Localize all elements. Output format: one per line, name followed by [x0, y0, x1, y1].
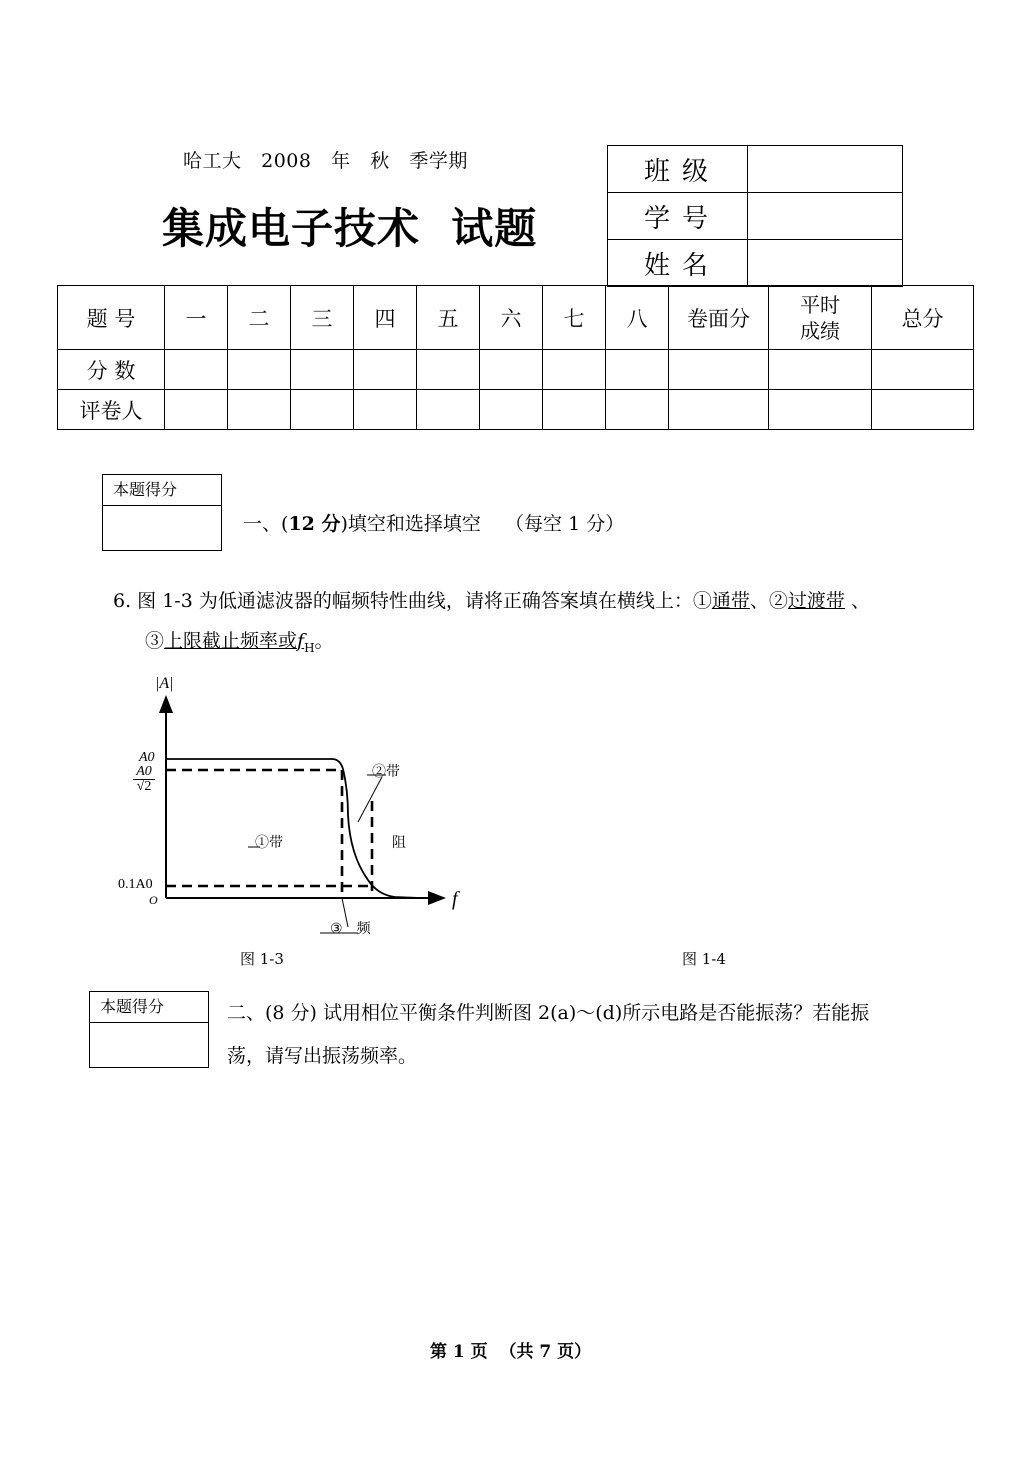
- answer-3-subscript: H: [304, 640, 315, 655]
- section1-score-label: 本题得分: [103, 475, 221, 506]
- figure-1-3-lowpass-plot: [100, 665, 500, 945]
- figure-1-3-caption: 图 1-3: [240, 950, 284, 968]
- leader-line-2: [358, 777, 382, 822]
- header-q8: 八: [606, 286, 669, 350]
- section2-score-box: [89, 991, 209, 1068]
- class-field[interactable]: [748, 146, 903, 193]
- section2-line1: 二、(8 分) 试用相位平衡条件判断图 2(a)～(d)所示电路是否能振荡？若能振: [227, 1002, 870, 1024]
- region2-label: [372, 761, 400, 781]
- name-field[interactable]: [748, 240, 903, 287]
- origin-label: O: [149, 893, 158, 907]
- header-total: 总分: [872, 286, 974, 350]
- exam-title: 集成电子技术 试题: [162, 204, 538, 253]
- score-table: [57, 285, 974, 430]
- header-q1: 一: [165, 286, 228, 350]
- header-paper-score: 卷面分: [669, 286, 769, 350]
- grader-cell[interactable]: [291, 390, 354, 430]
- answer-separator: 、: [844, 590, 870, 612]
- circled-1: ①: [255, 836, 269, 851]
- section2-line2: 荡，请写出振荡频率。: [227, 1045, 418, 1067]
- score-cell[interactable]: [543, 350, 606, 390]
- header-q4: 四: [354, 286, 417, 350]
- info-row-student-id: [608, 193, 903, 240]
- header-q7: 七: [543, 286, 606, 350]
- student-id-field[interactable]: [748, 193, 903, 240]
- question6-line2: [145, 626, 334, 655]
- grader-cell[interactable]: [769, 390, 872, 430]
- section2-score-field[interactable]: [90, 1023, 208, 1066]
- question6-text: 6. 图 1-3 为低通滤波器的幅频特性曲线，请将正确答案填在横线上：①: [113, 590, 712, 612]
- grader-cell[interactable]: [669, 390, 769, 430]
- header-question-number: 题 号: [58, 286, 165, 350]
- page-footer: 第 1 页 （共 7 页）: [430, 1342, 592, 1362]
- section1-title-prefix: 一、(: [243, 513, 289, 535]
- label3-suffix: 频: [356, 922, 371, 937]
- grader-cell[interactable]: [165, 390, 228, 430]
- tick-fraction-denominator: √2: [136, 779, 152, 794]
- grader-cell[interactable]: [417, 390, 480, 430]
- score-cell[interactable]: [228, 350, 291, 390]
- grader-cell[interactable]: [480, 390, 543, 430]
- section2-score-label: 本题得分: [90, 992, 208, 1023]
- header-q5: 五: [417, 286, 480, 350]
- question6-line1: [113, 586, 870, 613]
- grader-row-label: 评卷人: [58, 390, 165, 430]
- tick-a0: A0: [139, 750, 155, 765]
- score-cell[interactable]: [669, 350, 769, 390]
- student-id-label: 学号: [608, 193, 748, 240]
- grader-row: [58, 390, 974, 430]
- score-cell[interactable]: [606, 350, 669, 390]
- score-cell[interactable]: [165, 350, 228, 390]
- label3: [330, 918, 371, 938]
- section1-score-field[interactable]: [103, 506, 221, 549]
- stopband-label: 阻: [392, 836, 406, 851]
- class-label: 班级: [608, 146, 748, 193]
- score-cell[interactable]: [769, 350, 872, 390]
- score-row-label: 分 数: [58, 350, 165, 390]
- info-row-name: [608, 240, 903, 287]
- header-q2: 二: [228, 286, 291, 350]
- header-q6: 六: [480, 286, 543, 350]
- section1-title: [243, 509, 624, 536]
- answer-2: 过渡带: [787, 590, 845, 612]
- grader-cell[interactable]: [606, 390, 669, 430]
- x-axis-arrow-icon: [428, 891, 446, 905]
- tick-01a0: 0.1A0: [118, 877, 153, 892]
- exam-subtitle: 哈工大 2008 年 秋 季学期: [183, 150, 468, 172]
- answer-1: 通带: [711, 590, 750, 612]
- answer-3-text: 上限截止频率或: [164, 630, 298, 652]
- score-cell[interactable]: [291, 350, 354, 390]
- tick-a0-over-sqrt2: [133, 765, 155, 794]
- grader-cell[interactable]: [354, 390, 417, 430]
- region2-suffix: 带: [386, 765, 400, 780]
- y-axis-label: |A|: [155, 675, 174, 692]
- circled-2: ②: [372, 765, 386, 780]
- score-cell[interactable]: [480, 350, 543, 390]
- region1-label: [255, 832, 283, 852]
- answer-3-marker: ③: [145, 630, 165, 652]
- line-end-punct: 。: [314, 630, 334, 652]
- answer-3-symbol: f: [297, 630, 305, 652]
- y-axis-arrow-icon: [159, 695, 173, 713]
- answer-separator: 、②: [749, 590, 788, 612]
- region1-suffix: 带: [269, 836, 283, 851]
- score-row: [58, 350, 974, 390]
- answer-3: [164, 630, 315, 655]
- grader-cell[interactable]: [872, 390, 974, 430]
- name-label: 姓名: [608, 240, 748, 287]
- score-cell[interactable]: [354, 350, 417, 390]
- grader-cell[interactable]: [228, 390, 291, 430]
- circled-3: ③: [330, 922, 343, 937]
- section1-title-suffix: )填空和选择填空 （每空 1 分）: [340, 513, 625, 535]
- section1-score-box: [102, 474, 222, 551]
- grader-cell[interactable]: [543, 390, 606, 430]
- score-header-row: [58, 286, 974, 350]
- tick-fraction-numerator: A0: [133, 765, 155, 780]
- student-info-table: [607, 145, 903, 287]
- header-regular-grade: 平时 成绩: [769, 286, 872, 350]
- info-row-class: [608, 146, 903, 193]
- x-axis-label: f: [452, 888, 458, 910]
- section1-points: 12 分: [288, 513, 341, 535]
- figure-1-4-caption: 图 1-4: [682, 950, 726, 968]
- score-cell[interactable]: [872, 350, 974, 390]
- score-cell[interactable]: [417, 350, 480, 390]
- header-q3: 三: [291, 286, 354, 350]
